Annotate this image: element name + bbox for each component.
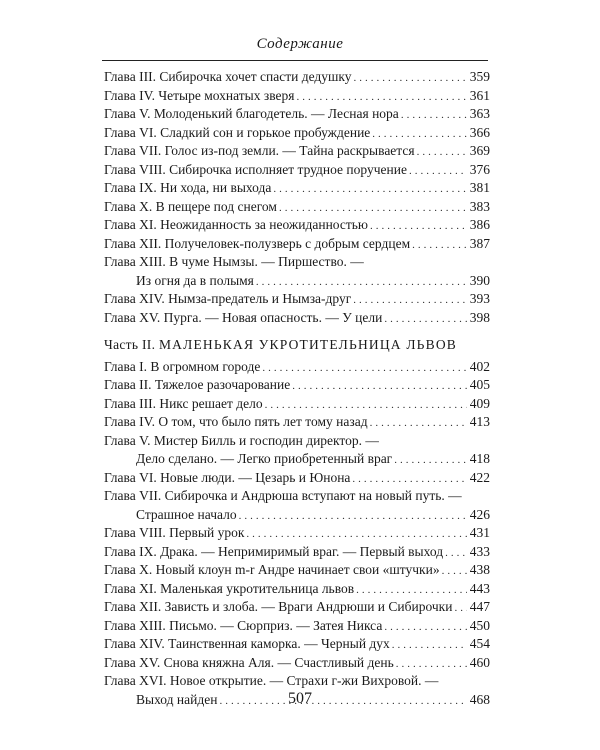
toc-entry-title: Глава VIII. Первый урок: [104, 525, 245, 540]
toc-entry: [104, 506, 490, 525]
toc-entry-title: Глава XIV. Нымза-предатель и Нымза-друг: [104, 291, 352, 306]
toc-entry: [104, 524, 490, 543]
toc-entry-title: Глава V. Мистер Билль и господин директор. —: [104, 432, 379, 448]
toc-entry-title: Глава X. Новый клоун m-r Андре начинает свои «штучки»: [104, 562, 440, 577]
toc-entry-page: 402: [469, 358, 490, 374]
dot-leader: [394, 451, 467, 470]
toc-entry-title: Страшное начало: [136, 506, 237, 522]
toc-entry-title: Глава XIII. Письмо. — Сюрприз. — Затея Никса: [104, 617, 383, 633]
toc-entry-page: 433: [469, 543, 490, 559]
toc-entry-page: 447: [469, 599, 490, 614]
toc-entry: [104, 561, 490, 580]
toc-entry: [104, 580, 490, 599]
dot-leader: [412, 236, 467, 255]
toc-entry-title: Дело сделано. — Легко приобретенный враг: [136, 451, 393, 466]
dot-leader: [370, 217, 467, 236]
toc-entry-title: Глава XIV. Таинственная каморка. — Черный дух: [104, 636, 390, 651]
dot-leader: [256, 273, 467, 292]
toc-entry-page: 450: [469, 617, 490, 633]
toc-entry: [104, 142, 490, 161]
toc-entry: [104, 358, 490, 377]
toc-entry: [104, 309, 490, 328]
toc-entry-title: Выход найден: [136, 691, 218, 707]
toc-entry-title: Глава VI. Новые люди. — Цезарь и Юнона: [104, 469, 351, 485]
toc-entry: [104, 124, 490, 143]
toc-entry-title: Глава VII. Голос из-под земли. — Тайна раскрывается: [104, 143, 415, 158]
dot-leader: [372, 125, 466, 144]
toc-entry: [104, 450, 490, 469]
toc-entry-title: Глава XI. Неожиданность за неожиданностью: [104, 217, 369, 232]
toc-entry-title: Глава IV. О том, что было пять лет тому назад: [104, 414, 368, 429]
toc-entry-page: 398: [469, 309, 490, 325]
dot-leader: [409, 162, 467, 181]
toc-entry: [104, 617, 490, 636]
toc-entry-page: 454: [469, 636, 490, 651]
dot-leader: [354, 69, 467, 88]
toc-entry: [104, 469, 490, 488]
toc-entry-title: Глава IV. Четыре мохнатых зверя: [104, 87, 295, 103]
dot-leader: [401, 106, 467, 125]
toc-entry: [104, 672, 490, 691]
dot-leader: [445, 544, 467, 563]
toc-entry: [104, 487, 490, 506]
dot-leader: [392, 636, 467, 655]
toc-entry: [104, 395, 490, 414]
toc-entry-page: 409: [469, 395, 490, 411]
toc-entry-page: 405: [469, 377, 490, 392]
toc-entry: [104, 179, 490, 198]
toc-entry: [104, 87, 490, 106]
toc-entry-page: 387: [469, 235, 490, 251]
part-heading: [104, 336, 490, 355]
toc-entry-title: Глава XII. Получеловек-полузверь с добрым сердцем: [104, 235, 411, 251]
toc-entry: [104, 216, 490, 235]
toc-entry-title: Глава III. Никс решает дело: [104, 395, 263, 411]
toc-entry-page: 468: [469, 691, 490, 707]
toc-entry: [104, 105, 490, 124]
dot-leader: [384, 618, 466, 637]
toc-entry-page: 443: [469, 580, 490, 596]
toc-entry-page: 376: [469, 161, 490, 177]
toc-entry-page: 369: [469, 143, 490, 158]
toc-entry: [104, 235, 490, 254]
toc-entry-page: 359: [469, 69, 490, 84]
toc-entry: [104, 598, 490, 617]
part2-list: [104, 358, 490, 710]
dot-leader: [352, 470, 466, 489]
toc-entry: [104, 376, 490, 395]
toc-entry-title: Глава IX. Ни хода, ни выхода: [104, 180, 272, 195]
toc-entry: [104, 654, 490, 673]
toc-entry: [104, 272, 490, 291]
toc-entry: [104, 161, 490, 180]
toc-entry-page: 386: [469, 217, 490, 232]
toc-entry: [104, 198, 490, 217]
toc-entry-page: 390: [469, 272, 490, 288]
toc-entry-title: Глава II. Тяжелое разочарование: [104, 377, 291, 392]
toc-entry-page: 393: [469, 291, 490, 306]
toc-entry-page: 460: [469, 654, 490, 670]
toc-entry: [104, 543, 490, 562]
dot-leader: [292, 377, 467, 396]
dot-leader: [417, 143, 467, 162]
toc-entry-title: Глава VII. Сибирочка и Андрюша вступают на новый путь. —: [104, 488, 462, 503]
toc-entry-page: 381: [469, 180, 490, 195]
toc-entry-page: 426: [469, 506, 490, 522]
dot-leader: [370, 414, 467, 433]
dot-leader: [296, 88, 466, 107]
dot-leader: [239, 507, 467, 526]
part1-list: [104, 68, 490, 327]
part-number: Часть II.: [104, 337, 156, 352]
toc-entry-title: Глава XV. Снова княжна Аля. — Счастливый день: [104, 654, 394, 670]
dot-leader: [356, 581, 467, 600]
toc-entry: [104, 413, 490, 432]
toc-entry: [104, 253, 490, 272]
toc-entry-title: Глава III. Сибирочка хочет спасти дедушку: [104, 69, 352, 84]
toc-entry-page: 383: [469, 198, 490, 214]
toc-entry-title: Глава I. В огромном городе: [104, 358, 261, 374]
dot-leader: [442, 562, 467, 581]
toc-entry-page: 361: [469, 87, 490, 103]
toc-entry-page: 438: [469, 562, 490, 577]
toc-entry-title: Глава XI. Маленькая укротительница львов: [104, 580, 355, 596]
toc-entry-page: 363: [469, 106, 490, 121]
dot-leader: [454, 599, 466, 618]
toc-entry-page: 422: [469, 469, 490, 485]
toc-entry-title: Глава VI. Сладкий сон и горькое пробуждение: [104, 124, 371, 140]
dot-leader: [384, 310, 466, 329]
toc-entry-title: Глава XIII. В чуме Нымзы. — Пиршество. —: [104, 254, 364, 269]
toc-entry-title: Глава IX. Драка. — Непримиримый враг. — Первый выход: [104, 543, 444, 559]
toc-entry: [104, 432, 490, 451]
toc-entry: [104, 68, 490, 87]
toc-entry: [104, 635, 490, 654]
toc-entry-title: Из огня да в полымя: [136, 272, 254, 288]
toc-entry-title: Глава V. Молоденький благодетель. — Лесная нора: [104, 106, 399, 121]
toc-entry-title: Глава VIII. Сибирочка исполняет трудное поручение: [104, 161, 407, 177]
page-number: 507: [288, 690, 312, 707]
toc-entry-page: 418: [469, 451, 490, 466]
toc-entry-title: Глава X. В пещере под снегом: [104, 198, 277, 214]
toc-entry-page: 366: [469, 124, 490, 140]
toc-entry: [104, 290, 490, 309]
dot-leader: [262, 359, 466, 378]
toc-entry-title: Глава XII. Зависть и злоба. — Враги Андрюши и Сибирочки: [104, 599, 453, 614]
toc-entry-title: Глава XV. Пурга. — Новая опасность. — У цели: [104, 309, 383, 325]
dot-leader: [273, 180, 466, 199]
table-of-contents: [104, 68, 490, 709]
dot-leader: [279, 199, 467, 218]
part-title: МАЛЕНЬКАЯ УКРОТИТЕЛЬНИЦА ЛЬВОВ: [158, 337, 457, 352]
dot-leader: [265, 396, 467, 415]
toc-entry-page: 413: [469, 414, 490, 429]
running-header: Содержание: [256, 36, 344, 52]
dot-leader: [353, 291, 467, 310]
header-rule: [102, 60, 488, 61]
dot-leader: [396, 655, 467, 674]
dot-leader: [246, 525, 466, 544]
toc-entry-title: Глава XVI. Новое открытие. — Страхи г-жи Вихровой. —: [104, 673, 439, 688]
toc-entry-page: 431: [469, 525, 490, 540]
